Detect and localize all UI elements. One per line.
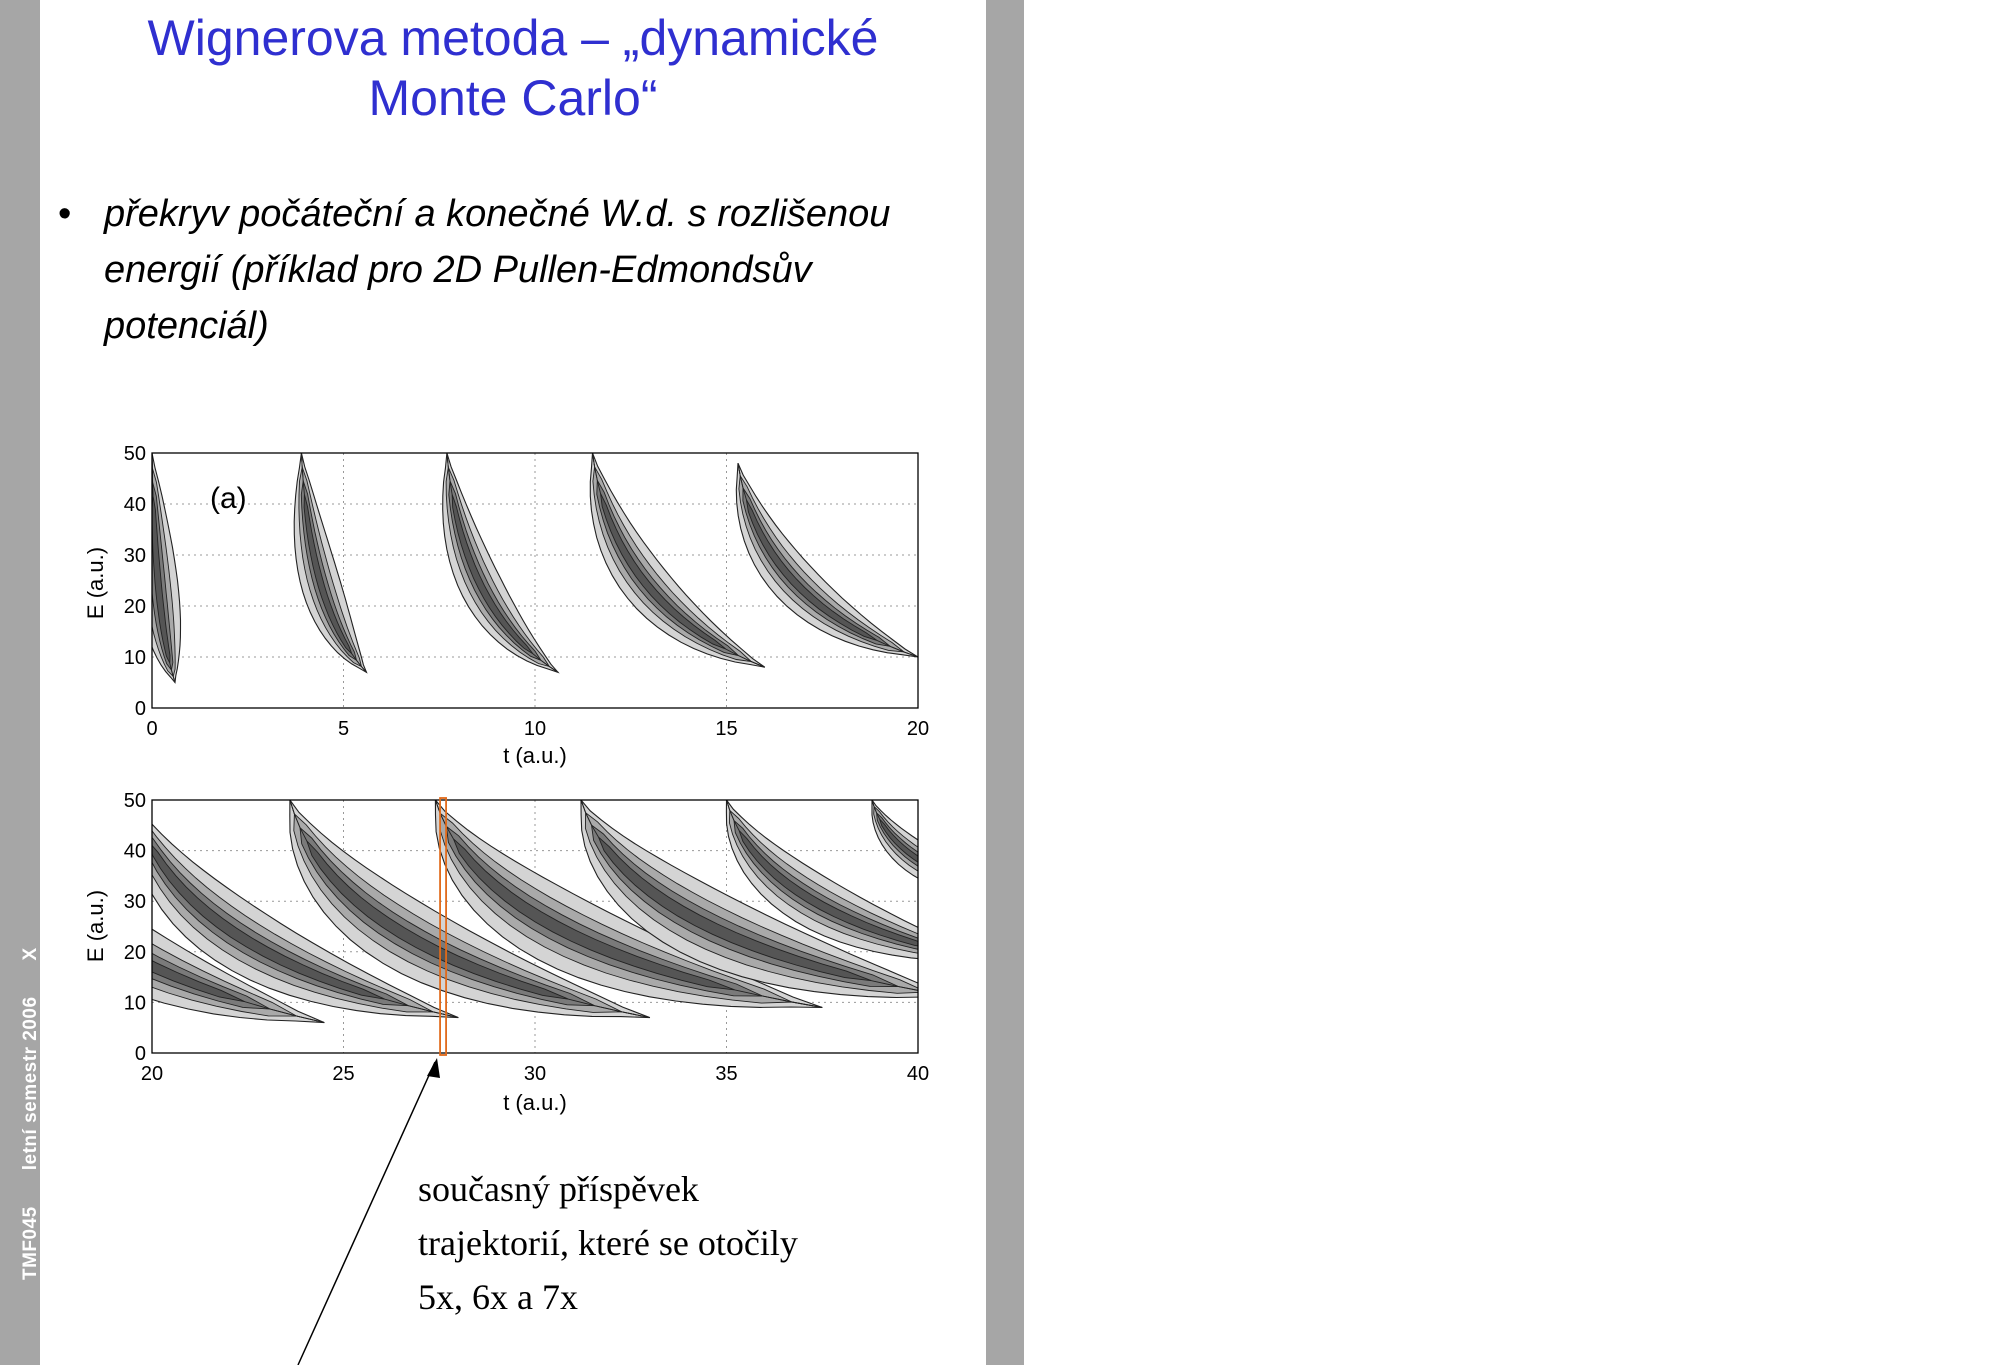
caption-line2: trajektorií, které se otočily <box>418 1223 798 1263</box>
page-number: str. 40 <box>1980 1180 2007 1250</box>
y-tick-label: 50 <box>123 443 146 465</box>
bullet-symbol: • <box>58 193 72 235</box>
y-tick-label: 0 <box>134 1043 146 1065</box>
left-sidebar-strip <box>0 0 40 1365</box>
x-tick-label: 25 <box>332 1063 355 1085</box>
bottom-xlabel: t (a.u.) <box>503 1090 567 1115</box>
y-tick-label: 10 <box>123 992 146 1015</box>
slide-title <box>40 8 986 128</box>
x-tick-label: 20 <box>906 718 930 740</box>
y-tick-label: 40 <box>123 840 146 863</box>
slide-title-line2: Monte Carlo“ <box>368 70 658 126</box>
mark-label: X <box>20 947 41 961</box>
x-tick-label: 10 <box>523 718 547 740</box>
bottom-contour-bands <box>0 775 1033 1023</box>
y-tick-label: 50 <box>123 790 146 812</box>
right-sidebar-strip <box>986 0 2007 1365</box>
panel-label: (a) <box>210 482 247 515</box>
x-tick-label: 20 <box>140 1063 164 1085</box>
x-tick-label: 40 <box>906 1063 930 1085</box>
top-ylabel: E (a.u.) <box>83 546 108 620</box>
top-panel <box>83 443 929 768</box>
slide-title-line1: Wignerova metoda – „dynamické <box>147 10 879 66</box>
x-tick-label: 5 <box>337 718 350 740</box>
annotation-arrow-head <box>427 1058 440 1078</box>
y-tick-label: 40 <box>123 494 146 516</box>
top-contour-bands <box>138 453 918 683</box>
x-tick-label: 30 <box>523 1063 547 1085</box>
wigner-distribution-figure <box>40 420 986 1180</box>
course-code: TMF045 <box>20 1206 41 1280</box>
x-tick-label: 15 <box>715 718 738 740</box>
annotation-arrow-line <box>298 1062 435 1365</box>
y-tick-label: 20 <box>123 941 146 964</box>
bottom-ylabel: E (a.u.) <box>83 889 108 963</box>
caption-line3: 5x, 6x a 7x <box>418 1277 578 1317</box>
y-tick-label: 10 <box>123 647 146 669</box>
y-tick-label: 0 <box>134 698 146 720</box>
semester-label: letní semestr 2006 <box>20 996 41 1171</box>
y-tick-label: 30 <box>123 545 146 567</box>
y-tick-label: 20 <box>123 596 146 618</box>
x-tick-label: 0 <box>146 718 158 740</box>
caption-line1: současný příspěvek <box>418 1169 699 1209</box>
course-footer <box>20 911 42 1280</box>
bottom-panel <box>0 775 1033 1115</box>
x-tick-label: 35 <box>715 1063 738 1085</box>
y-tick-label: 30 <box>123 891 146 914</box>
figure-caption <box>418 1162 938 1324</box>
top-xlabel: t (a.u.) <box>503 743 567 768</box>
bullet-text: překryv počáteční a konečné W.d. s rozlišenou energií (příklad pro 2D Pullen-Edmondsův potenciál) <box>104 193 891 347</box>
